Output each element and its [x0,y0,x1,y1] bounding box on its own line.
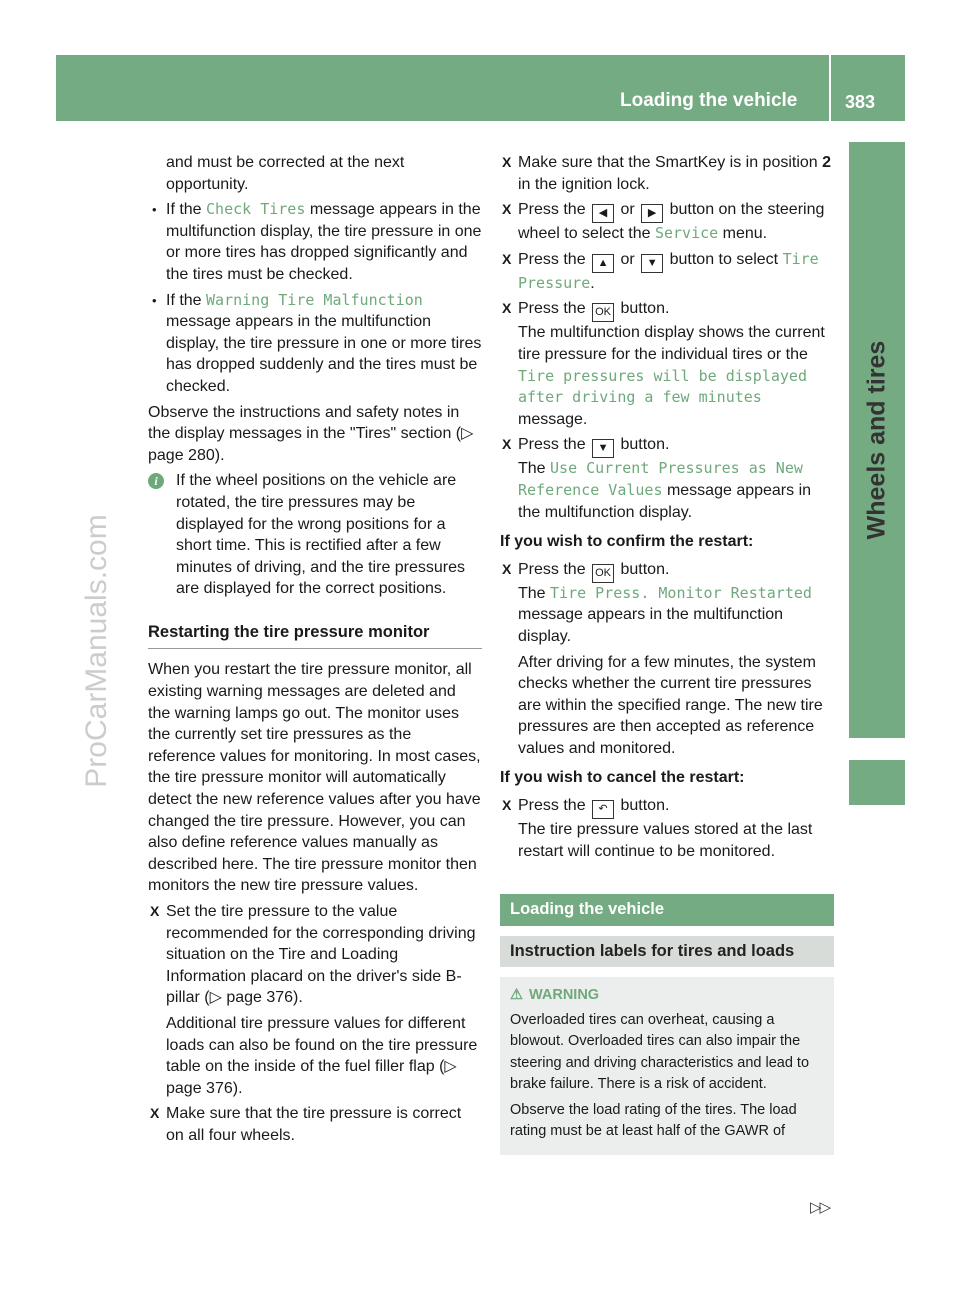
bullet-item [148,199,482,285]
text: button. [616,797,670,815]
text: message. [518,410,588,428]
side-tab-label: Wheels and tires [862,340,891,540]
text: The tire pressure values stored at the last restart will continue to be monitored. [518,821,813,860]
text: If the [166,291,207,309]
step-detail: After driving for a few minutes, the system checks whether the current tire pressures are within the specified range. The new tire pressures are then accepted as reference values and monitored. [518,653,823,757]
display-message: Check Tires [206,200,306,219]
info-note [148,470,482,600]
down-arrow-key-icon: ▼ [592,439,614,458]
warning-box [500,977,834,1155]
step-item [500,434,834,523]
step-item: X Set the tire pressure to the value recommended for the corresponding driving situation on the Tire and Loading Information placard on the driver's side B-pillar (▷ page 376). [148,901,482,1009]
left-column [148,152,482,1151]
text: Press the [518,436,591,454]
step-item [500,298,834,430]
warning-triangle-icon: ⚠ [510,987,523,1004]
subheading: If you wish to confirm the restart: [500,533,754,551]
section-heading: Restarting the tire pressure monitor [148,622,482,650]
subsection-band: Instruction labels for tires and loads [500,936,834,968]
position-number: 2 [822,154,832,171]
text: If the [166,201,207,219]
text: button. [616,300,670,318]
subheading: If you wish to cancel the restart: [500,769,745,787]
header-divider [829,55,831,121]
text: Press the [518,797,591,815]
right-column [500,152,834,1155]
info-icon: i [148,473,164,489]
text: The [518,584,551,602]
paragraph: Observe the instructions and safety notes in the display messages in the "Tires" section (▷ page 280). [148,403,474,464]
text: button. [616,560,670,578]
warning-title [510,985,826,1007]
up-arrow-key-icon: ▲ [592,254,614,273]
text: message appears in the multifunction display. [518,606,784,645]
display-message: Tire pressures will be displayed after driving a few minutes [518,366,807,407]
text: Press the [518,201,591,219]
side-tab-marker [849,760,905,805]
header-title: Loading the vehicle [620,90,798,111]
text: Press the [518,250,591,268]
down-arrow-key-icon: ▼ [641,254,663,273]
paragraph: When you restart the tire pressure monitor, all existing warning messages are deleted and the warning lamps go out. The monitor uses the currently set tire pressures as the reference values for monitoring. In most cases, the tire pressure monitor will automatically detect the new reference values after you have changed the tire pressure. However, you can also define reference values manually as described here. The tire pressure monitor then monitors the new tire pressure values. [148,661,481,895]
warning-label: WARNING [529,987,600,1004]
step-item [500,559,834,648]
warning-text: Observe the load rating of the tires. The load rating must be at least half of the GAWR of [510,1101,797,1140]
step-item: X Make sure that the tire pressure is correct on all four wheels. [148,1103,482,1146]
step-item [500,795,834,862]
text: button on the steering wheel to select the [518,201,825,243]
step-item [500,152,834,195]
display-message: Use Current Pressures as New Reference Values [518,459,803,499]
text: or [616,250,640,268]
display-message: Tire Press. Monitor Restarted [550,583,812,602]
step-detail: Additional tire pressure values for different loads can also be found on the tire pressure table on the inside of the fuel filler flap (▷ page 376). [166,1014,478,1097]
text: in the ignition lock. [518,175,650,193]
ok-key-icon: OK [592,564,614,583]
text: Make sure that the SmartKey is in position [518,154,823,171]
text: Press the [518,560,591,578]
ok-key-icon: OK [592,303,614,322]
display-message: Tire Pressure [518,249,819,292]
step-item [500,199,834,245]
paragraph: and must be corrected at the next opportunity. [166,154,405,193]
text: message appears in the multifunction display. [518,481,812,521]
section-band: Loading the vehicle [500,894,834,926]
text: button. [616,436,670,454]
left-arrow-key-icon: ◀ [592,204,614,223]
text: The [518,460,551,478]
watermark: ProCarManuals.com [80,514,113,788]
text: button to select [665,250,783,268]
back-key-icon: ↶ [592,800,614,819]
text: message appears in the multifunction display, the tire pressure in one or more tires has dropped significantly and the tires must be checked. [166,201,482,283]
text: The multifunction display shows the current tire pressure for the individual tires or the [518,324,825,363]
page-number: 383 [845,92,876,112]
text: Press the [518,300,591,318]
bullet-item [148,290,482,398]
display-message: Warning Tire Malfunction [206,290,423,309]
display-message: Service [654,224,719,243]
text: message appears in the multifunction display, the tire pressure in one or more tires has dropped suddenly and the tires must be checked. [166,313,482,395]
continue-arrows-icon: ▷▷ [810,1199,830,1216]
text: or [616,201,640,219]
text: . [590,274,595,292]
right-arrow-key-icon: ▶ [641,204,663,223]
warning-text: Overloaded tires can overheat, causing a blowout. Overloaded tires can also impair the steering and driving characteristics and lead to brake failure. There is a risk of accident. [510,1011,810,1093]
text: menu. [718,225,768,243]
info-text: If the wheel positions on the vehicle are rotated, the tire pressures may be displayed for the wrong positions for a short time. This is rectified after a few minutes of driving, and the tire pressures are displayed for the correct positions. [176,472,466,598]
step-item [500,249,834,295]
